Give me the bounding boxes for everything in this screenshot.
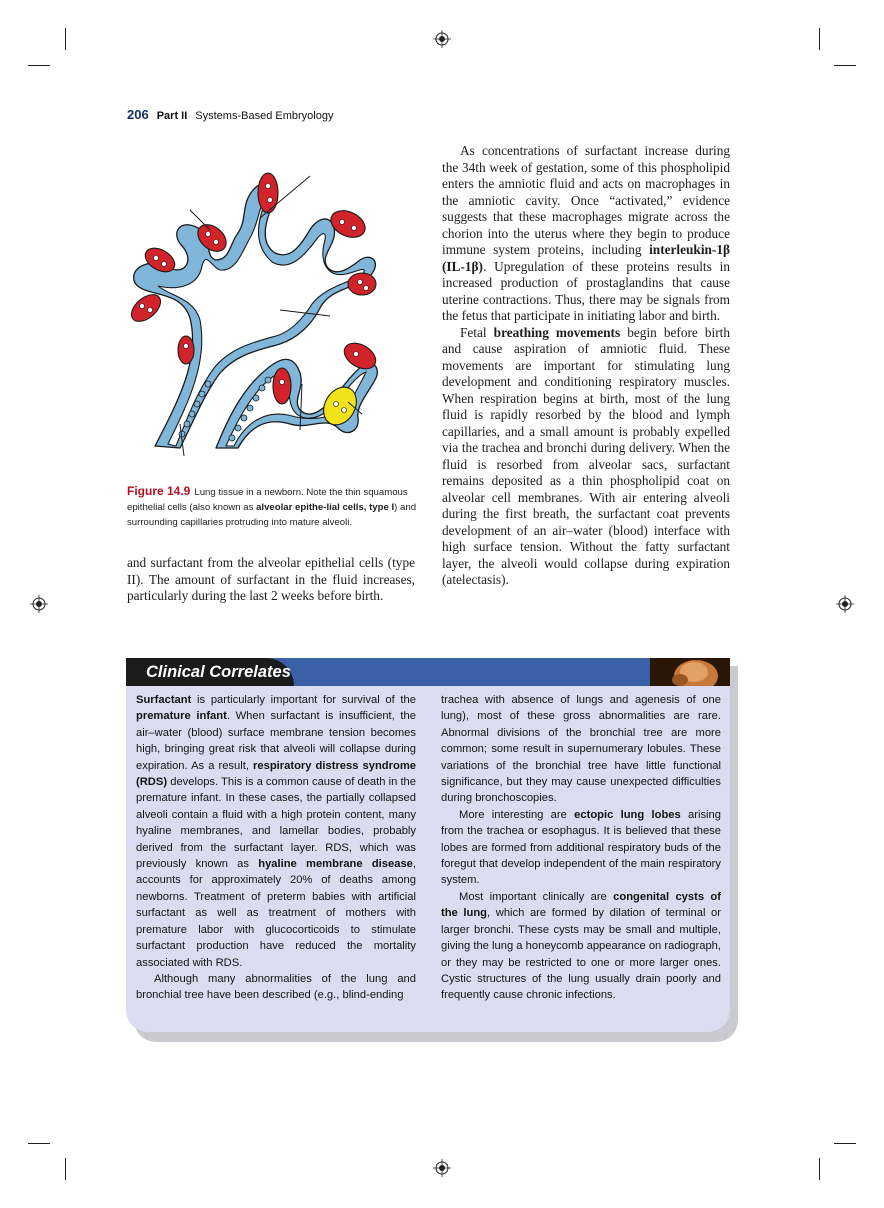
clinical-correlates-box — [126, 658, 730, 1032]
paragraph: Although many abnormalities of the lung and bronchial tree have been described (e.g., blind-ending — [136, 972, 416, 1002]
epithelial-cell — [265, 377, 271, 383]
figure-caption — [127, 484, 417, 530]
crop-mark — [65, 28, 66, 50]
epithelial-cell — [229, 435, 235, 441]
body-text-left — [127, 555, 415, 605]
crop-mark — [28, 65, 50, 66]
registration-mark-icon — [433, 30, 451, 48]
running-header — [127, 107, 333, 122]
blood-cell — [342, 408, 347, 413]
blood-cell — [358, 280, 363, 285]
blood-cell — [140, 304, 145, 309]
epithelial-cell — [194, 401, 200, 407]
caption-text: ) and surrounding capillaries protruding into mature alveoli. — [127, 502, 417, 528]
caption-bold-term: alveolar epithe-lial cells, type I — [256, 502, 395, 513]
crop-mark — [819, 1158, 820, 1180]
blood-cell — [354, 352, 359, 357]
blood-cell — [266, 184, 271, 189]
capillary — [258, 173, 278, 213]
registration-mark-icon — [433, 1159, 451, 1177]
capillary — [273, 368, 291, 404]
epithelial-cell — [241, 415, 247, 421]
epithelial-cell — [184, 421, 190, 427]
epithelial-cell — [247, 405, 253, 411]
body-text-right — [442, 143, 730, 589]
capillary — [127, 289, 166, 326]
page-number: 206 — [127, 107, 149, 122]
paragraph: As concentrations of surfactant increase during the 34th week of gestation, some of this phospholipid enters the amniotic fluid and acts on macrophages in the amniotic cavity. Once “activated,” evidence suggests that these macrophages migrate across the chorion into the uterus where they begin to produce immune system proteins, including interleukin-1β (IL-1β). Upregulation of these proteins results in increased production of prostaglandins that cause uterine contractions. Thus, there may be signals from the fetus that participate in initiating labor and birth. — [442, 143, 730, 323]
fetus-thumbnail-image — [650, 658, 730, 686]
bold-term: interleukin-1β (IL-1β) — [442, 242, 730, 274]
capillary — [178, 336, 194, 364]
part-label: Part II — [156, 110, 188, 122]
paragraph: trachea with absence of lungs and agenesis of one lung), most of these gross abnormalities are rare. Abnormal divisions of the bronchial tree are more common; some result in supernumerary lobules. These variations of the bronchial tree have little functional significance, but they may cause unexpected difficulties during bronchoscopies. — [441, 694, 721, 805]
epithelial-cell — [199, 391, 205, 397]
registration-mark-icon — [836, 595, 854, 613]
capillary — [348, 273, 376, 295]
blood-cell — [154, 256, 159, 261]
crop-mark — [834, 1143, 856, 1144]
registration-mark-icon — [30, 595, 48, 613]
blood-cell — [340, 220, 345, 225]
blood-cell — [268, 198, 273, 203]
paragraph: Fetal breathing movements begin before birth and cause aspiration of amniotic fluid. These movements are important for stimulating lung development and conditioning respiratory muscles. When respiration begins at birth, most of the lung fluid is rapidly resorbed by the blood and lymph capillaries, and a small amount is probably expelled via the trachea and bronchi during delivery. When the fluid is resorbed from alveolar sacs, surfactant remains deposited as a thin phospholipid coat on alveolar cell membranes. With air entering alveoli during the first breath, the surfactant coat prevents development of an air–water (blood) interface with high surface tension. Without the fatty surfactant layer, the alveoli would collapse during expiration (atelectasis). — [442, 324, 730, 587]
caption-text: Lung tissue in a newborn. Note the thin squamous epithelial cells (also known as — [127, 487, 408, 513]
blood-cell — [214, 240, 219, 245]
epithelial-cell — [253, 395, 259, 401]
paragraph: and surfactant from the alveolar epithelial cells (type II). The amount of surfactant in the fluid increases, particularly during the last 2 weeks before birth. — [127, 555, 415, 603]
paragraph: Surfactant is particularly important for survival of the premature infant. When surfactant is insufficient, the air–water (blood) surface membrane tension becomes high, bringing great risk that alveoli will collapse during expiration. As a result, respiratory distress syndrome (RDS) develops. This is a common cause of death in the premature infant. In these cases, the partially collapsed alveoli contain a fluid with a high protein content, many hyaline membranes, and lamellar bodies, probably derived from the surfactant layer. RDS, which was previously known as hyaline membrane disease, accounts for approximately 20% of deaths among newborns. Treatment of preterm babies with artificial surfactant as well as treatment of mothers with premature labor with glucocorticoids to stimulate surfactant production have reduced the mortality associated with RDS. — [136, 694, 416, 969]
crop-mark — [819, 28, 820, 50]
paragraph: More interesting are ectopic lung lobes arising from the trachea or esophagus. It is believed that these lobes are formed from additional respiratory buds of the foregut that develop independent of the main respiratory system. — [441, 808, 721, 887]
bold-term: breathing movements — [493, 324, 621, 340]
paragraph: Most important clinically are congenital cysts of the lung, which are formed by dilation of terminal or larger bronchi. These cysts may be small and multiple, giving the lung a honeycomb appearance on radiograph, or they may be restricted to one or more larger ones. Cystic structures of the lung usually drain poorly and frequently cause chronic infections. — [441, 890, 721, 1002]
crop-mark — [28, 1143, 50, 1144]
epithelial-cell — [205, 381, 211, 387]
blood-cell — [352, 226, 357, 231]
section-title: Systems-Based Embryology — [195, 110, 334, 122]
crop-mark — [65, 1158, 66, 1180]
lung-tissue-figure — [120, 148, 420, 463]
blood-cell — [206, 232, 211, 237]
crop-mark — [834, 65, 856, 66]
blood-cell — [148, 308, 153, 313]
blood-cell — [162, 262, 167, 267]
blood-cell — [334, 402, 339, 407]
clinical-text-left — [136, 692, 416, 1004]
blood-cell — [280, 380, 285, 385]
epithelial-cell — [259, 385, 265, 391]
epithelial-cell — [189, 411, 195, 417]
blood-cell — [364, 286, 369, 291]
blood-cell — [184, 344, 189, 349]
clinical-text-right — [441, 692, 721, 1004]
epithelial-cell — [235, 425, 241, 431]
figure-label: Figure 14.9 — [127, 484, 191, 498]
clinical-title: Clinical Correlates — [126, 658, 294, 686]
